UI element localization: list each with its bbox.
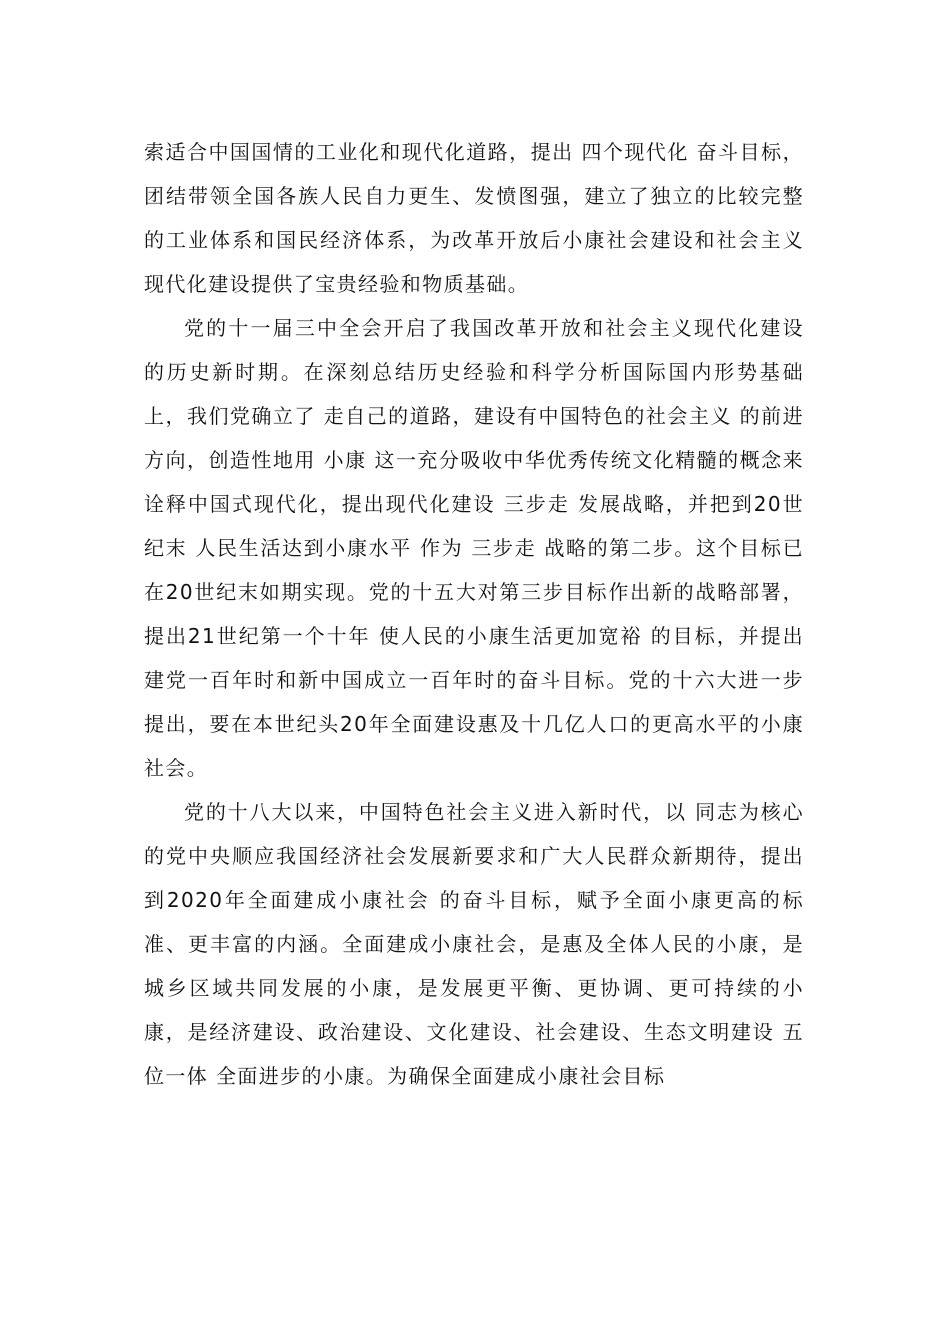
document-body bbox=[144, 130, 804, 1098]
paragraph-3: 党的十八大以来，中国特色社会主义进入新时代，以 同志为核心的党中央顺应我国经济社会发展新要求和广大人民群众新期待，提出 到2020年全面建成小康社会 的奋斗目标，赋予全面小康更高的标准、更丰富的内涵。全面建成小康社会，是惠及全体人民的小康，是城乡区域共同发展的小康，是发展更平衡、更协调、更可持续的小康，是经济建设、政治建设、文化建设、社会建设、生态文明建设 五位一体 全面进步的小康。为确保全面建成小康社会目标 bbox=[144, 800, 804, 1088]
paragraph-2: 党的十一届三中全会开启了我国改革开放和社会主义现代化建设的历史新时期。在深刻总结历史经验和科学分析国际国内形势基础上，我们党确立了 走自己的道路，建设有中国特色的社会主义 的前进方向，创造性地用 小康 这一充分吸收中华优秀传统文化精髓的概念来诠释中国式现代化，提出现代化建设 三步走 发展战略，并把到20世纪末 人民生活达到小康水平 作为 三步走 战略的第二步。这个目标已在20世纪末如期实现。党的十五大对第三步目标作出新的战略部署，提出21世纪第一个十年 使人民的小康生活更加宽裕 的目标，并提出建党一百年时和新中国成立一百年时的奋斗目标。党的十六大进一步提出，要在本世纪头20年全面建设惠及十几亿人口的更高水平的小康社会。 bbox=[144, 316, 804, 780]
paragraph-1: 索适合中国国情的工业化和现代化道路，提出 四个现代化 奋斗目标，团结带领全国各族人民自力更生、发愤图强，建立了独立的比较完整的工业体系和国民经济体系，为改革开放后小康社会建设和社会主义现代化建设提供了宝贵经验和物质基础。 bbox=[144, 140, 804, 296]
